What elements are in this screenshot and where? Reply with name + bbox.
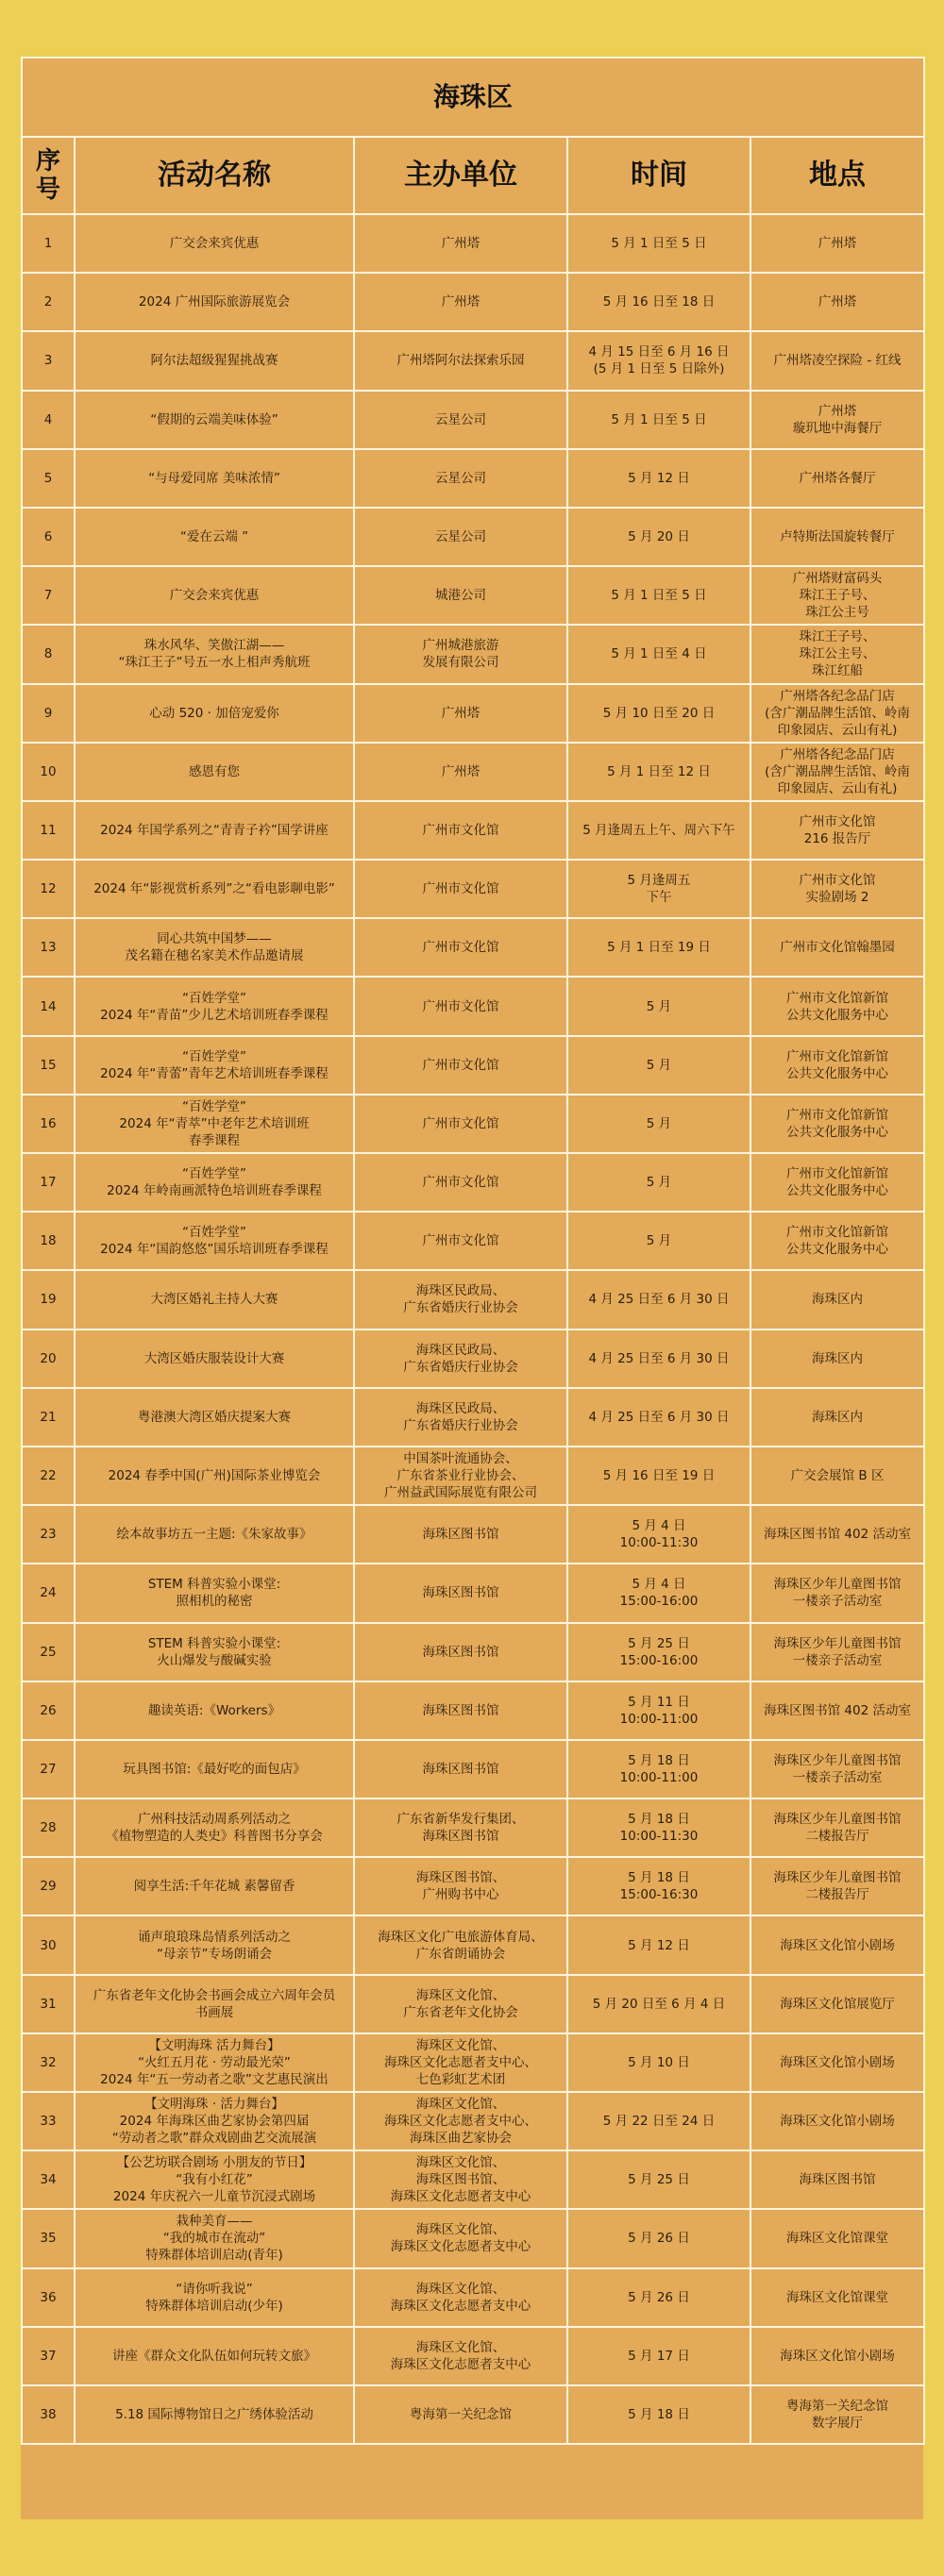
row-number: 34	[22, 2150, 75, 2209]
event-time: 5 月 10 日至 20 日	[567, 684, 750, 743]
organizer: 海珠区文化广电旅游体育局、 广东省朗诵协会	[354, 1915, 567, 1974]
row-number: 37	[22, 2327, 75, 2385]
header-name: 活动名称	[75, 137, 354, 214]
table-row	[22, 391, 924, 449]
activity-name: 广交会来宾优惠	[75, 566, 354, 625]
row-number: 17	[22, 1153, 75, 1212]
table-row	[22, 2268, 924, 2327]
table-row	[22, 1740, 924, 1798]
activity-name: STEM 科普实验小课堂: 照相机的秘密	[75, 1564, 354, 1622]
row-number: 13	[22, 918, 75, 977]
row-number: 2	[22, 273, 75, 331]
row-number: 38	[22, 2385, 75, 2444]
event-time: 5 月	[567, 977, 750, 1035]
event-time: 5 月 20 日	[567, 508, 750, 566]
activity-name: 2024 春季中国(广州)国际茶业博览会	[75, 1447, 354, 1505]
row-number: 24	[22, 1564, 75, 1622]
organizer: 广州市文化馆	[354, 977, 567, 1035]
activity-name: 玩具图书馆:《最好吃的面包店》	[75, 1740, 354, 1798]
row-number: 21	[22, 1388, 75, 1447]
event-time: 5 月 18 日	[567, 2385, 750, 2444]
table-row	[22, 1036, 924, 1095]
organizer: 广州市文化馆	[354, 918, 567, 977]
organizer: 粤海第一关纪念馆	[354, 2385, 567, 2444]
row-number: 30	[22, 1915, 75, 1974]
event-place: 海珠区内	[750, 1330, 924, 1388]
organizer: 海珠区民政局、 广东省婚庆行业协会	[354, 1270, 567, 1329]
table-row	[22, 1212, 924, 1270]
activity-name: 2024 年国学系列之“青青子衿”国学讲座	[75, 801, 354, 860]
event-time: 5 月 1 日至 4 日	[567, 625, 750, 683]
organizer: 海珠区文化馆、 海珠区图书馆、 海珠区文化志愿者支中心	[354, 2150, 567, 2209]
table-row	[22, 2327, 924, 2385]
organizer: 海珠区文化馆、 海珠区文化志愿者支中心	[354, 2268, 567, 2327]
event-time: 5 月 18 日 10:00-11:30	[567, 1798, 750, 1857]
event-time: 5 月 4 日 10:00-11:30	[567, 1505, 750, 1564]
activity-name: “请你听我说” 特殊群体培训启动(少年)	[75, 2268, 354, 2327]
event-time: 4 月 25 日至 6 月 30 日	[567, 1330, 750, 1388]
district-title: 海珠区	[22, 58, 924, 137]
organizer: 海珠区文化馆、 广东省老年文化协会	[354, 1975, 567, 2033]
table-row	[22, 2385, 924, 2444]
activity-name: “爱在云端 ”	[75, 508, 354, 566]
event-place: 海珠区文化馆小剧场	[750, 2327, 924, 2385]
event-time: 5 月	[567, 1212, 750, 1270]
organizer: 海珠区图书馆	[354, 1564, 567, 1622]
organizer: 云星公司	[354, 449, 567, 508]
event-place: 卢特斯法国旋转餐厅	[750, 508, 924, 566]
row-number: 26	[22, 1681, 75, 1740]
activity-name: 趣读英语:《Workers》	[75, 1681, 354, 1740]
event-time: 5 月 25 日	[567, 2150, 750, 2209]
organizer: 海珠区文化馆、 海珠区文化志愿者支中心	[354, 2327, 567, 2385]
event-place: 粤海第一关纪念馆 数字展厅	[750, 2385, 924, 2444]
table-row	[22, 449, 924, 508]
event-time: 5 月 11 日 10:00-11:00	[567, 1681, 750, 1740]
event-table	[21, 57, 925, 2445]
event-place: 珠江王子号、 珠江公主号、 珠江红船	[750, 625, 924, 683]
event-time: 5 月 12 日	[567, 1915, 750, 1974]
organizer: 广州市文化馆	[354, 801, 567, 860]
event-time: 5 月 26 日	[567, 2268, 750, 2327]
event-place: 海珠区少年儿童图书馆 一楼亲子活动室	[750, 1564, 924, 1622]
table-row	[22, 1681, 924, 1740]
table-row	[22, 1505, 924, 1564]
event-place: 海珠区内	[750, 1270, 924, 1329]
activity-name: “假期的云端美味体验”	[75, 391, 354, 449]
activity-name: “百姓学堂” 2024 年“青蕾”青年艺术培训班春季课程	[75, 1036, 354, 1095]
activity-name: “与母爱同席 美味浓情”	[75, 449, 354, 508]
event-place: 广州市文化馆新馆 公共文化服务中心	[750, 977, 924, 1035]
event-place: 广州市文化馆新馆 公共文化服务中心	[750, 1095, 924, 1153]
table-row	[22, 1330, 924, 1388]
row-number: 28	[22, 1798, 75, 1857]
schedule-panel	[21, 57, 923, 2519]
event-place: 海珠区图书馆	[750, 2150, 924, 2209]
organizer: 广州塔	[354, 743, 567, 801]
event-place: 广州市文化馆新馆 公共文化服务中心	[750, 1153, 924, 1212]
table-row	[22, 2033, 924, 2092]
event-time: 5 月	[567, 1095, 750, 1153]
organizer: 云星公司	[354, 391, 567, 449]
row-number: 12	[22, 860, 75, 918]
organizer: 海珠区图书馆	[354, 1505, 567, 1564]
activity-name: 广州科技活动周系列活动之 《植物塑造的人类史》科普图书分享会	[75, 1798, 354, 1857]
row-number: 19	[22, 1270, 75, 1329]
event-place: 海珠区少年儿童图书馆 二楼报告厅	[750, 1857, 924, 1915]
row-number: 35	[22, 2209, 75, 2267]
event-time: 5 月 16 日至 19 日	[567, 1447, 750, 1505]
table-row	[22, 1798, 924, 1857]
activity-name: 【文明海珠 活力舞台】 “火红五月花 · 劳动最光荣” 2024 年“五一劳动者之歌”文艺惠民演出	[75, 2033, 354, 2092]
row-number: 11	[22, 801, 75, 860]
event-place: 广州市文化馆新馆 公共文化服务中心	[750, 1212, 924, 1270]
event-place: 海珠区少年儿童图书馆 一楼亲子活动室	[750, 1623, 924, 1681]
event-time: 5 月 17 日	[567, 2327, 750, 2385]
activity-name: 广交会来宾优惠	[75, 214, 354, 273]
event-time: 5 月 18 日 15:00-16:30	[567, 1857, 750, 1915]
table-row	[22, 684, 924, 743]
event-place: 海珠区少年儿童图书馆 二楼报告厅	[750, 1798, 924, 1857]
table-row	[22, 918, 924, 977]
event-place: 广州塔各纪念品门店 (含广潮品牌生活馆、岭南 印象园店、云山有礼)	[750, 684, 924, 743]
event-time: 5 月 16 日至 18 日	[567, 273, 750, 331]
organizer: 海珠区图书馆	[354, 1740, 567, 1798]
event-place: 广州市文化馆新馆 公共文化服务中心	[750, 1036, 924, 1095]
activity-name: STEM 科普实验小课堂: 火山爆发与酸碱实验	[75, 1623, 354, 1681]
event-time: 4 月 15 日至 6 月 16 日 (5 月 1 日至 5 日除外)	[567, 331, 750, 390]
row-number: 4	[22, 391, 75, 449]
table-row	[22, 2150, 924, 2209]
organizer: 广州市文化馆	[354, 860, 567, 918]
row-number: 32	[22, 2033, 75, 2092]
row-number: 15	[22, 1036, 75, 1095]
header-seq: 序 号	[22, 137, 75, 214]
row-number: 9	[22, 684, 75, 743]
table-row	[22, 625, 924, 683]
row-number: 22	[22, 1447, 75, 1505]
event-time: 5 月 1 日至 19 日	[567, 918, 750, 977]
activity-name: 5.18 国际博物馆日之广绣体验活动	[75, 2385, 354, 2444]
activity-name: 阿尔法超级猩猩挑战赛	[75, 331, 354, 390]
row-number: 20	[22, 1330, 75, 1388]
table-row	[22, 566, 924, 625]
row-number: 5	[22, 449, 75, 508]
event-place: 海珠区文化馆课堂	[750, 2209, 924, 2267]
event-place: 广州塔各餐厅	[750, 449, 924, 508]
table-row	[22, 1095, 924, 1153]
activity-name: “百姓学堂” 2024 年“青苗”少儿艺术培训班春季课程	[75, 977, 354, 1035]
organizer: 广州市文化馆	[354, 1095, 567, 1153]
header-row	[22, 137, 924, 214]
organizer: 海珠区文化馆、 海珠区文化志愿者支中心	[354, 2209, 567, 2267]
table-row	[22, 214, 924, 273]
table-row	[22, 1270, 924, 1329]
row-number: 25	[22, 1623, 75, 1681]
event-place: 海珠区文化馆展览厅	[750, 1975, 924, 2033]
organizer: 广州市文化馆	[354, 1212, 567, 1270]
table-row	[22, 2209, 924, 2267]
table-row	[22, 801, 924, 860]
activity-name: 【文明海珠 · 活力舞台】 2024 年海珠区曲艺家协会第四届 “劳动者之歌”群众戏剧曲艺交流展演	[75, 2092, 354, 2150]
row-number: 10	[22, 743, 75, 801]
event-time: 5 月 1 日至 12 日	[567, 743, 750, 801]
row-number: 18	[22, 1212, 75, 1270]
activity-name: 同心共筑中国梦—— 茂名籍在穗名家美术作品邀请展	[75, 918, 354, 977]
table-row	[22, 1447, 924, 1505]
table-row	[22, 1857, 924, 1915]
activity-name: “百姓学堂” 2024 年岭南画派特色培训班春季课程	[75, 1153, 354, 1212]
activity-name: 2024 广州国际旅游展览会	[75, 273, 354, 331]
activity-name: 大湾区婚礼主持人大赛	[75, 1270, 354, 1329]
event-place: 海珠区少年儿童图书馆 一楼亲子活动室	[750, 1740, 924, 1798]
event-place: 广州塔	[750, 214, 924, 273]
organizer: 广州塔阿尔法探索乐园	[354, 331, 567, 390]
table-row	[22, 860, 924, 918]
activity-name: 诵声琅琅珠岛情系列活动之 “母亲节”专场朗诵会	[75, 1915, 354, 1974]
organizer: 广州塔	[354, 214, 567, 273]
event-place: 海珠区内	[750, 1388, 924, 1447]
activity-name: 感恩有您	[75, 743, 354, 801]
table-row	[22, 1564, 924, 1622]
organizer: 海珠区文化馆、 海珠区文化志愿者支中心、 七色彩虹艺术团	[354, 2033, 567, 2092]
event-place: 海珠区文化馆课堂	[750, 2268, 924, 2327]
activity-name: “百姓学堂” 2024 年“青萃”中老年艺术培训班 春季课程	[75, 1095, 354, 1153]
table-row	[22, 743, 924, 801]
activity-name: 【公艺坊联合剧场 小朋友的节日】 “我有小红花” 2024 年庆祝六一儿童节沉浸式剧场	[75, 2150, 354, 2209]
organizer: 广州塔	[354, 684, 567, 743]
row-number: 33	[22, 2092, 75, 2150]
event-time: 5 月 20 日至 6 月 4 日	[567, 1975, 750, 2033]
table-row	[22, 508, 924, 566]
row-number: 8	[22, 625, 75, 683]
table-row	[22, 1975, 924, 2033]
organizer: 广州塔	[354, 273, 567, 331]
row-number: 23	[22, 1505, 75, 1564]
organizer: 广东省新华发行集团、 海珠区图书馆	[354, 1798, 567, 1857]
event-place: 海珠区文化馆小剧场	[750, 2033, 924, 2092]
header-organizer: 主办单位	[354, 137, 567, 214]
header-time: 时间	[567, 137, 750, 214]
organizer: 海珠区图书馆	[354, 1623, 567, 1681]
activity-name: 阅享生活:千年花城 素馨留香	[75, 1857, 354, 1915]
organizer: 广州市文化馆	[354, 1036, 567, 1095]
event-place: 海珠区文化馆小剧场	[750, 1915, 924, 1974]
row-number: 6	[22, 508, 75, 566]
event-time: 5 月逢周五上午、周六下午	[567, 801, 750, 860]
event-place: 广州塔财富码头 珠江王子号、 珠江公主号	[750, 566, 924, 625]
activity-name: “百姓学堂” 2024 年“国韵悠悠”国乐培训班春季课程	[75, 1212, 354, 1270]
event-place: 广州塔 璇玑地中海餐厅	[750, 391, 924, 449]
row-number: 7	[22, 566, 75, 625]
organizer: 城港公司	[354, 566, 567, 625]
event-place: 海珠区图书馆 402 活动室	[750, 1505, 924, 1564]
organizer: 海珠区民政局、 广东省婚庆行业协会	[354, 1330, 567, 1388]
event-time: 5 月	[567, 1036, 750, 1095]
activity-name: 心动 520 · 加倍宠爱你	[75, 684, 354, 743]
table-row	[22, 1153, 924, 1212]
event-place: 广州塔各纪念品门店 (含广潮品牌生活馆、岭南 印象园店、云山有礼)	[750, 743, 924, 801]
event-place: 广州市文化馆翰墨园	[750, 918, 924, 977]
organizer: 海珠区民政局、 广东省婚庆行业协会	[354, 1388, 567, 1447]
event-time: 5 月逢周五 下午	[567, 860, 750, 918]
event-place: 广州市文化馆 216 报告厅	[750, 801, 924, 860]
event-place: 广州塔	[750, 273, 924, 331]
bottom-bar	[0, 2519, 944, 2576]
event-place: 广州市文化馆 实验剧场 2	[750, 860, 924, 918]
header-place: 地点	[750, 137, 924, 214]
event-time: 5 月 25 日 15:00-16:00	[567, 1623, 750, 1681]
row-number: 16	[22, 1095, 75, 1153]
activity-name: 大湾区婚庆服装设计大赛	[75, 1330, 354, 1388]
row-number: 31	[22, 1975, 75, 2033]
event-time: 5 月 22 日至 24 日	[567, 2092, 750, 2150]
table-row	[22, 977, 924, 1035]
activity-name: 广东省老年文化协会书画会成立六周年会员 书画展	[75, 1975, 354, 2033]
event-place: 海珠区文化馆小剧场	[750, 2092, 924, 2150]
activity-name: 2024 年“影视赏析系列”之“看电影聊电影”	[75, 860, 354, 918]
activity-name: 栽种美育—— “我的城市在流动” 特殊群体培训启动(青年)	[75, 2209, 354, 2267]
organizer: 海珠区图书馆、 广州购书中心	[354, 1857, 567, 1915]
event-place: 海珠区图书馆 402 活动室	[750, 1681, 924, 1740]
organizer: 广州城港旅游 发展有限公司	[354, 625, 567, 683]
event-time: 5 月 1 日至 5 日	[567, 566, 750, 625]
activity-name: 绘本故事坊五一主题:《朱家故事》	[75, 1505, 354, 1564]
row-number: 29	[22, 1857, 75, 1915]
event-time: 5 月 26 日	[567, 2209, 750, 2267]
row-number: 1	[22, 214, 75, 273]
table-row	[22, 331, 924, 390]
organizer: 中国茶叶流通协会、 广东省茶业行业协会、 广州益武国际展览有限公司	[354, 1447, 567, 1505]
activity-name: 珠水风华、笑傲江湖—— “珠江王子”号五一水上相声秀航班	[75, 625, 354, 683]
activity-name: 粤港澳大湾区婚庆提案大赛	[75, 1388, 354, 1447]
event-time: 5 月 10 日	[567, 2033, 750, 2092]
event-time: 4 月 25 日至 6 月 30 日	[567, 1270, 750, 1329]
event-time: 5 月	[567, 1153, 750, 1212]
organizer: 海珠区文化馆、 海珠区文化志愿者支中心、 海珠区曲艺家协会	[354, 2092, 567, 2150]
row-number: 3	[22, 331, 75, 390]
row-number: 14	[22, 977, 75, 1035]
table-row	[22, 1915, 924, 1974]
event-time: 5 月 4 日 15:00-16:00	[567, 1564, 750, 1622]
event-place: 广州塔凌空探险 - 红线	[750, 331, 924, 390]
event-time: 5 月 12 日	[567, 449, 750, 508]
organizer: 海珠区图书馆	[354, 1681, 567, 1740]
activity-name: 讲座《群众文化队伍如何玩转文旅》	[75, 2327, 354, 2385]
event-place: 广交会展馆 B 区	[750, 1447, 924, 1505]
table-row	[22, 1623, 924, 1681]
organizer: 广州市文化馆	[354, 1153, 567, 1212]
event-time: 5 月 1 日至 5 日	[567, 214, 750, 273]
table-row	[22, 2092, 924, 2150]
event-time: 5 月 18 日 10:00-11:00	[567, 1740, 750, 1798]
table-row	[22, 1388, 924, 1447]
event-time: 5 月 1 日至 5 日	[567, 391, 750, 449]
event-time: 4 月 25 日至 6 月 30 日	[567, 1388, 750, 1447]
row-number: 36	[22, 2268, 75, 2327]
table-row	[22, 273, 924, 331]
organizer: 云星公司	[354, 508, 567, 566]
row-number: 27	[22, 1740, 75, 1798]
